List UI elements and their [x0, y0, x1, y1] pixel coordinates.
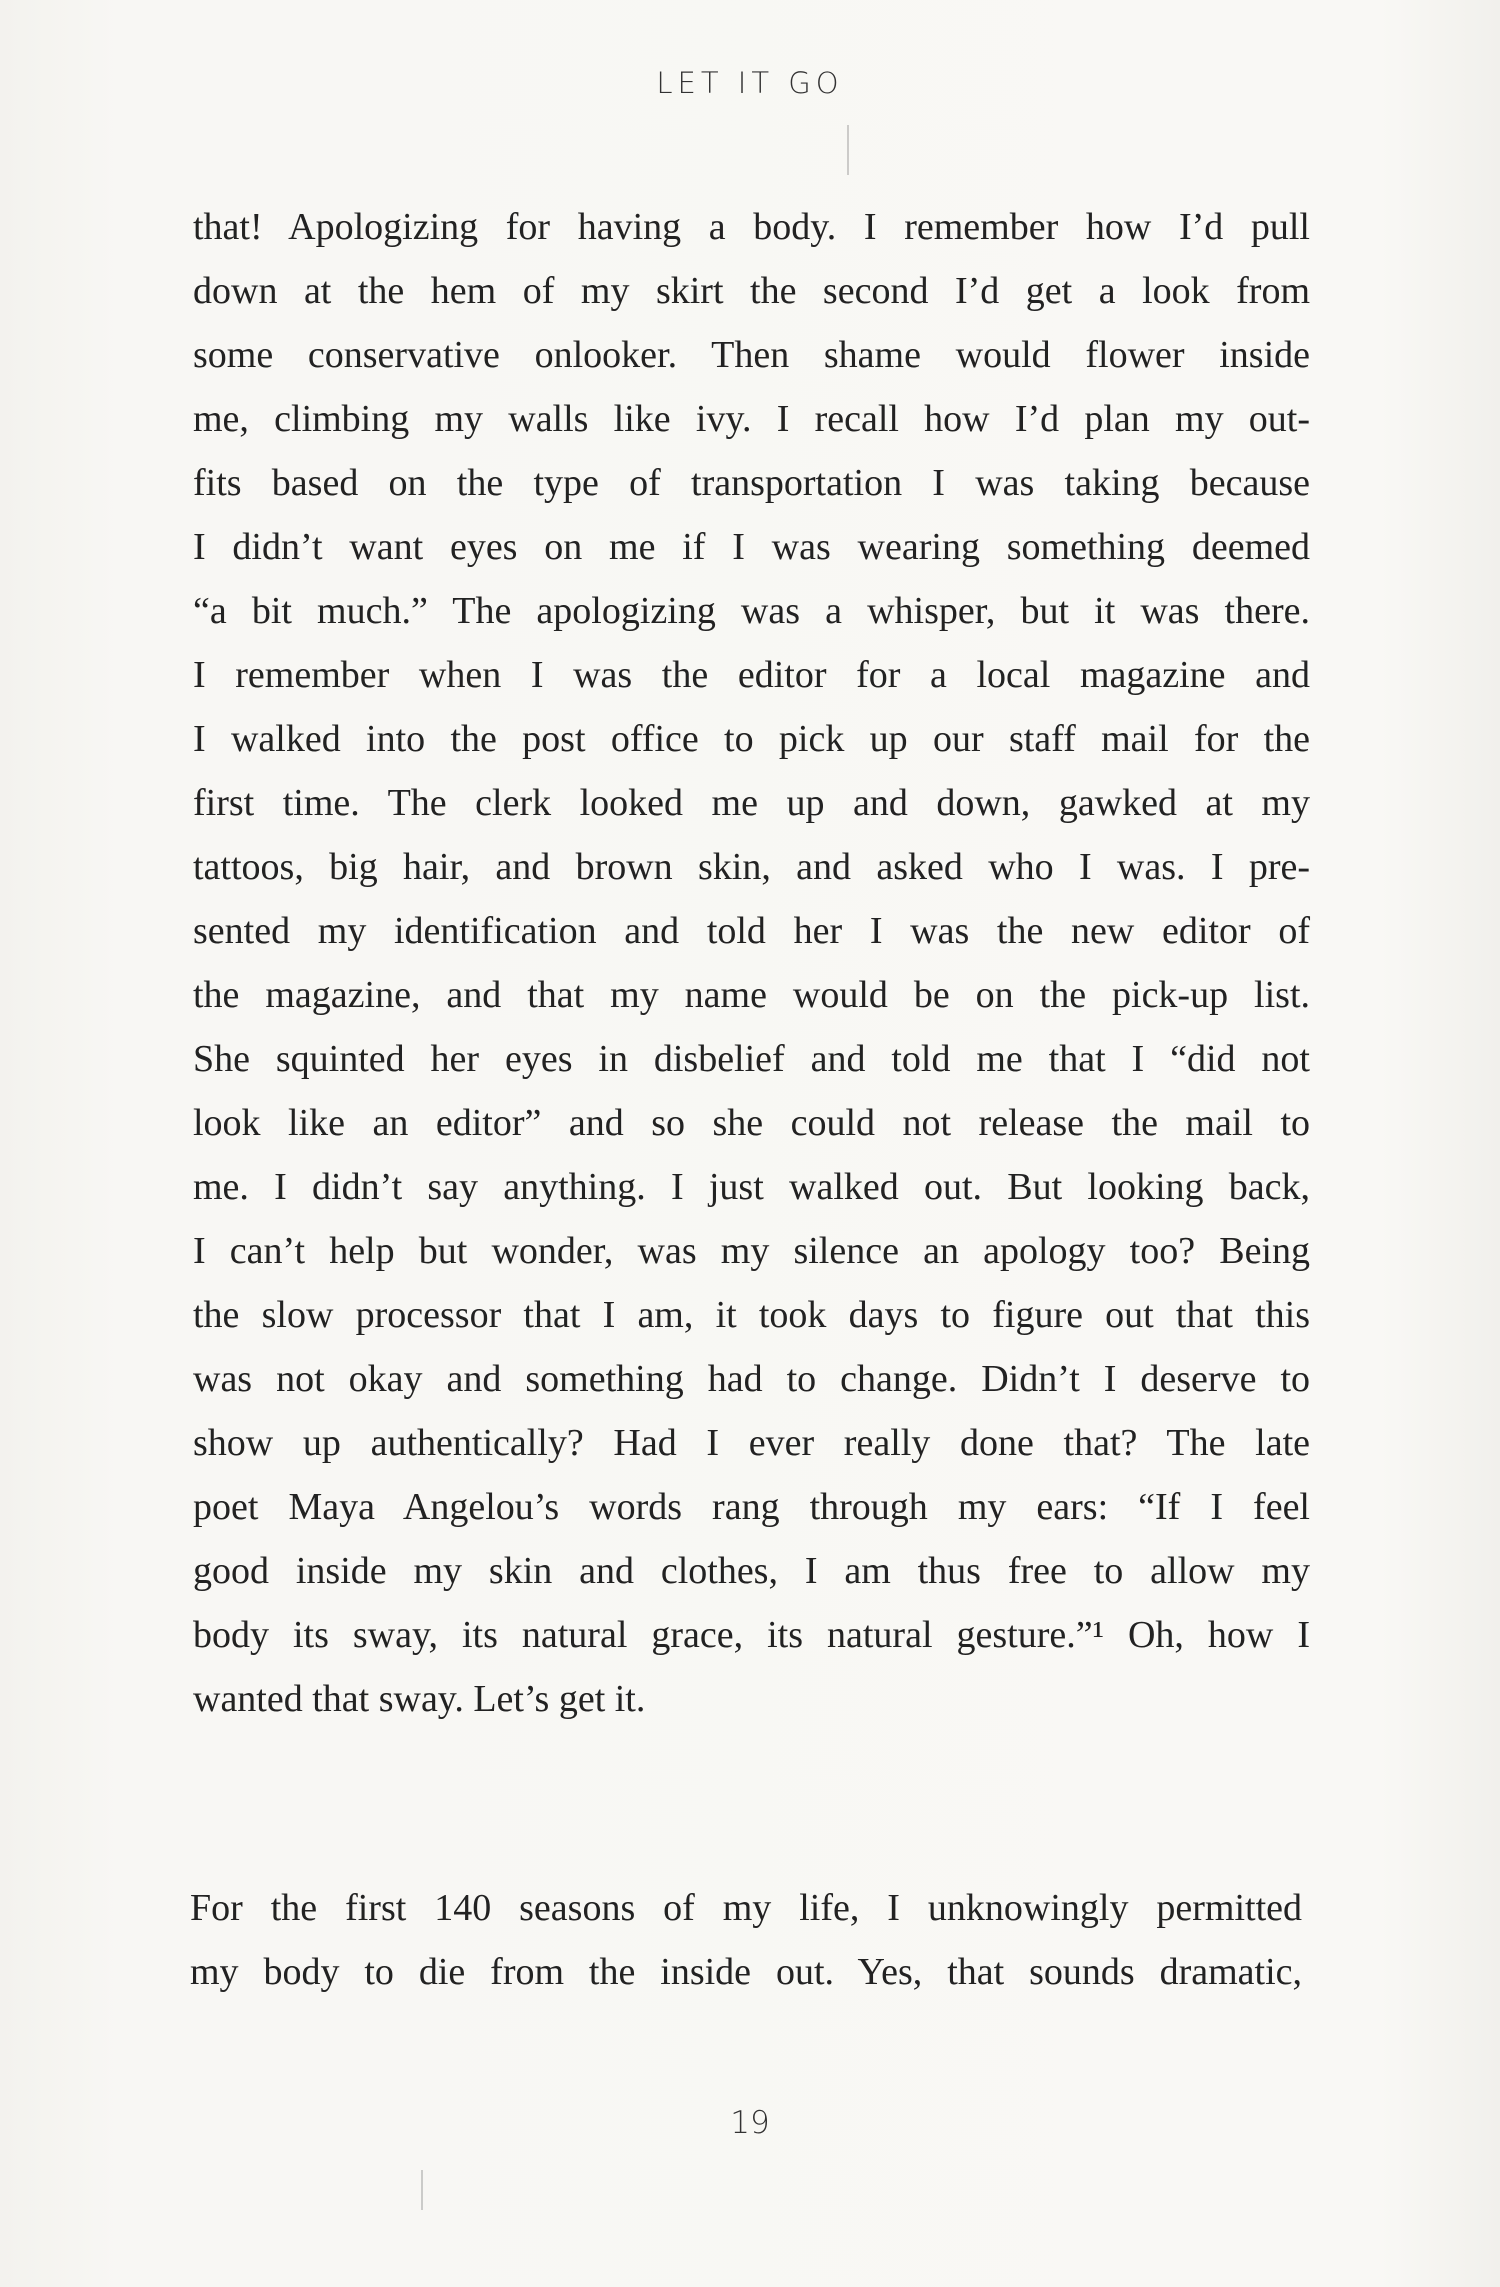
text-line: fits based on the type of transportation I was taking because — [193, 462, 1310, 504]
text-line: poet Maya Angelou’s words rang through my ears: “If I feel — [193, 1486, 1310, 1528]
text-line: For the first 140 seasons of my life, I unknowingly permitted — [190, 1887, 1302, 1929]
text-line: first time. The clerk looked me up and down, gawked at my — [193, 782, 1310, 824]
page-number: 19 — [730, 2105, 770, 2141]
text-line: was not okay and something had to change. Didn’t I deserve to — [193, 1358, 1310, 1400]
text-line: “a bit much.” The apologizing was a whisper, but it was there. — [193, 590, 1310, 632]
text-line: sented my identification and told her I was the new editor of — [193, 910, 1310, 952]
text-line: my body to die from the inside out. Yes, that sounds dramatic, — [190, 1951, 1302, 1993]
text-line: that! Apologizing for having a body. I remember how I’d pull — [193, 206, 1310, 248]
text-line: down at the hem of my skirt the second I’d get a look from — [193, 270, 1310, 312]
text-line: I walked into the post office to pick up our staff mail for the — [193, 718, 1310, 760]
text-line: tattoos, big hair, and brown skin, and asked who I was. I pre- — [193, 846, 1310, 888]
text-line: I can’t help but wonder, was my silence an apology too? Being — [193, 1230, 1310, 1272]
text-line: wanted that sway. Let’s get it. — [193, 1678, 646, 1720]
text-line: me. I didn’t say anything. I just walked out. But looking back, — [193, 1166, 1310, 1208]
text-line: I didn’t want eyes on me if I was wearing something deemed — [193, 526, 1310, 568]
text-line: I remember when I was the editor for a local magazine and — [193, 654, 1310, 696]
text-line: the slow processor that I am, it took days to figure out that this — [193, 1294, 1310, 1336]
scan-artifact — [421, 2170, 423, 2210]
paragraph-1 — [193, 195, 1310, 1731]
scan-artifact — [847, 125, 849, 175]
paragraph-2 — [190, 1876, 1302, 2004]
text-line: look like an editor” and so she could not release the mail to — [193, 1102, 1310, 1144]
running-head: LET IT GO — [656, 66, 844, 100]
text-line: She squinted her eyes in disbelief and told me that I “did not — [193, 1038, 1310, 1080]
text-line: me, climbing my walls like ivy. I recall how I’d plan my out- — [193, 398, 1310, 440]
text-line: body its sway, its natural grace, its natural gesture.”¹ Oh, how I — [193, 1614, 1310, 1656]
text-line: good inside my skin and clothes, I am thus free to allow my — [193, 1550, 1310, 1592]
text-line: the magazine, and that my name would be on the pick-up list. — [193, 974, 1310, 1016]
text-line: some conservative onlooker. Then shame would flower inside — [193, 334, 1310, 376]
text-line: show up authentically? Had I ever really done that? The late — [193, 1422, 1310, 1464]
